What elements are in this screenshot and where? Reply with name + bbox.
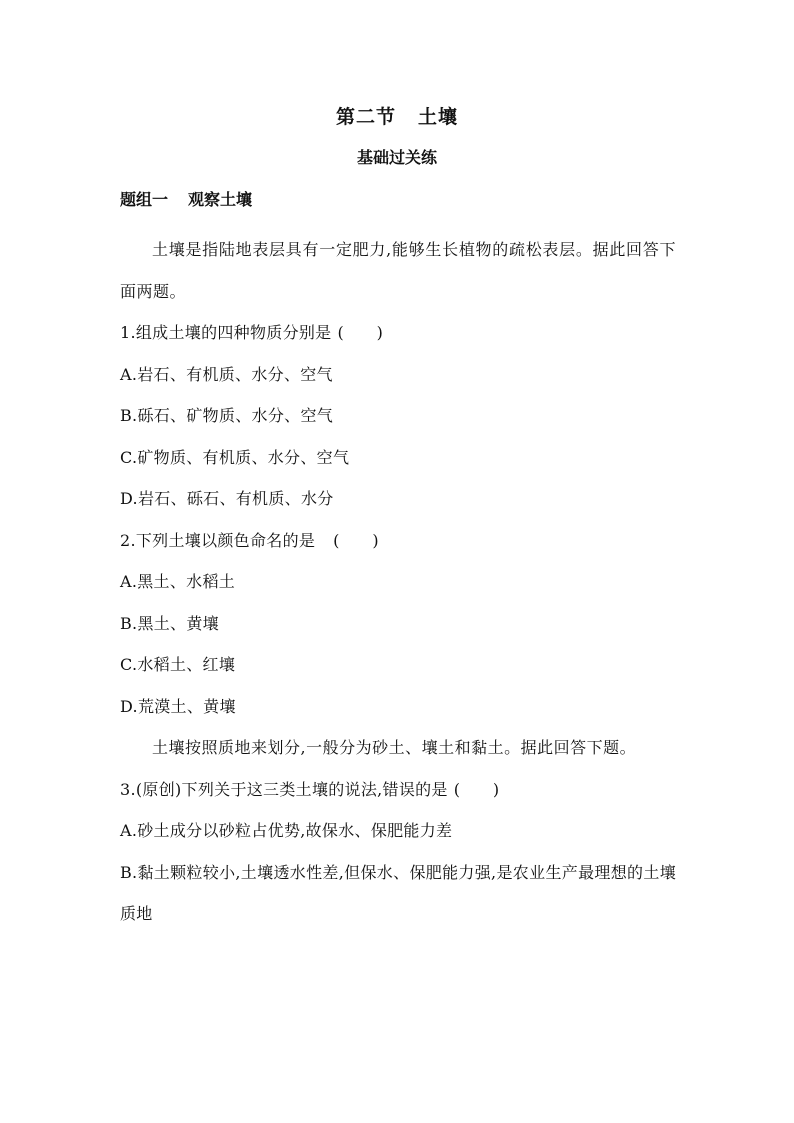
intro-paragraph-2: 土壤按照质地来划分,一般分为砂土、壤土和黏土。据此回答下题。 <box>152 738 637 757</box>
question-2 <box>120 520 676 562</box>
answer-blank: ( ) <box>333 530 379 550</box>
group-name: 观察土壤 <box>188 190 253 209</box>
option-2a: A.黑土、水稻土 <box>120 572 236 591</box>
intro-paragraph-1: 土壤是指陆地表层具有一定肥力,能够生长植物的疏松表层。据此回答下面两题。 <box>120 240 676 301</box>
option-2b: B.黑土、黄壤 <box>120 613 219 633</box>
section-title-topic: 土壤 <box>418 106 459 128</box>
option-1b: B.砾石、矿物质、水分、空气 <box>120 406 334 425</box>
question-1 <box>120 312 676 354</box>
question-3-stem: 3.(原创)下列关于这三类土壤的说法,错误的是 <box>120 779 448 799</box>
section-title-number: 第二节 <box>335 106 396 128</box>
option-1a: A.岩石、有机质、水分、空气 <box>120 364 333 384</box>
option-2c: C.水稻土、红壤 <box>120 655 236 674</box>
answer-blank: ( ) <box>337 323 384 342</box>
option-2d: D.荒漠土、黄壤 <box>120 696 236 716</box>
section-title <box>0 103 794 131</box>
group-heading <box>120 187 252 213</box>
option-3a: A.砂土成分以砂粒占优势,故保水、保肥能力差 <box>120 821 453 840</box>
answer-blank: ( ) <box>453 779 500 799</box>
exercise-subtitle: 基础过关练 <box>356 148 437 167</box>
group-label: 题组一 <box>120 190 169 209</box>
question-2-stem: 2.下列土壤以颜色命名的是 <box>120 530 316 550</box>
option-1c: C.矿物质、有机质、水分、空气 <box>120 447 350 467</box>
option-3b: B.黏土颗粒较小,土壤透水性差,但保水、保肥能力强,是农业生产最理想的土壤质地 <box>120 862 676 923</box>
question-body <box>120 229 676 935</box>
question-1-stem: 1.组成土壤的四种物质分别是 <box>120 323 332 342</box>
option-1d: D.岩石、砾石、有机质、水分 <box>120 489 334 508</box>
question-3 <box>120 769 676 811</box>
